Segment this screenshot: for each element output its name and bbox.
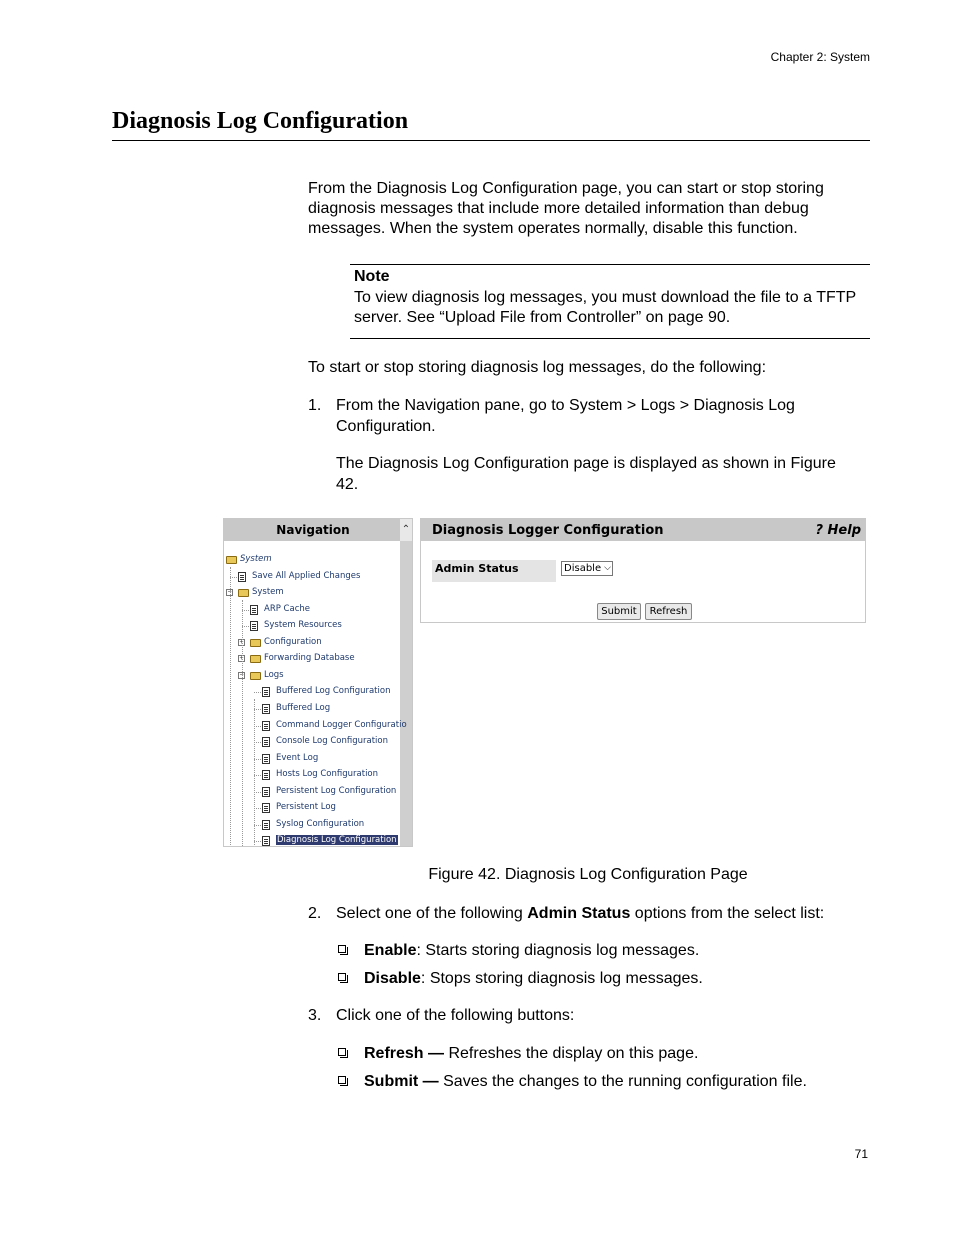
- checkbox-bullet-icon: [338, 973, 346, 981]
- help-link[interactable]: ? Help: [815, 523, 861, 538]
- nav-tree-item[interactable]: Event Log: [276, 752, 319, 763]
- chevron-down-icon: ⌵: [604, 563, 611, 573]
- chapter-header: Chapter 2: System: [770, 50, 870, 64]
- nav-tree-item[interactable]: Forwarding Database: [264, 653, 355, 664]
- nav-tree-item[interactable]: System: [252, 587, 284, 598]
- nav-tree-item[interactable]: Diagnosis Log Configuration: [277, 835, 397, 846]
- tree-connector: [254, 792, 261, 793]
- figure-caption: Figure 42. Diagnosis Log Configuration Page: [428, 866, 748, 883]
- nav-tree-item[interactable]: Configuration: [264, 636, 322, 647]
- document-icon: [262, 787, 270, 797]
- admin-status-value: Disable: [564, 563, 602, 574]
- tree-guide-line: [242, 600, 243, 847]
- document-icon: [262, 820, 270, 830]
- document-icon: [262, 721, 270, 731]
- note-rule-bottom: [350, 338, 870, 339]
- step-subtext: The Diagnosis Log Configuration page is displayed as shown in Figure 42.: [336, 455, 836, 493]
- option-desc: : Stops storing diagnosis log messages.: [420, 970, 703, 987]
- tree-connector: [254, 808, 261, 809]
- nav-tree-item[interactable]: System Resources: [264, 620, 342, 631]
- nav-tree-item[interactable]: Console Log Configuration: [276, 736, 388, 747]
- note-text: To view diagnosis log messages, you must download the file to a TFTP server. See “Upload File from Controller” on page 90.: [354, 289, 856, 326]
- intro-paragraph: From the Diagnosis Log Configuration page, you can start or stop storing diagnosis messages that include more detailed information than debug messages. When the system operates normally, disable this function.: [308, 180, 824, 237]
- folder-icon: [250, 639, 261, 647]
- button-term: Refresh —: [364, 1045, 445, 1062]
- nav-tree-item[interactable]: ARP Cache: [264, 603, 310, 614]
- document-icon: [262, 836, 270, 846]
- figure-screenshot: [223, 518, 866, 847]
- step-text: From the Navigation pane, go to System > Logs > Diagnosis Log Configuration.: [336, 397, 795, 435]
- navigation-pane: [223, 518, 413, 847]
- step-text: Click one of the following buttons:: [336, 1007, 575, 1024]
- section-title: Diagnosis Log Configuration: [112, 108, 409, 134]
- step-text-pre: Select one of the following: [336, 905, 528, 922]
- tree-connector: [230, 577, 237, 578]
- document-icon: [262, 704, 270, 714]
- collapse-icon[interactable]: −: [239, 671, 244, 679]
- option-term: Enable: [364, 942, 417, 959]
- nav-scrollbar[interactable]: [400, 519, 412, 847]
- document-icon: [250, 621, 258, 631]
- tree-connector: [254, 742, 261, 743]
- tree-connector: [254, 825, 261, 826]
- scroll-up-icon[interactable]: ⌃: [400, 519, 412, 541]
- nav-tree-item[interactable]: Persistent Log Configuration: [276, 785, 397, 796]
- tree-guide-line: [254, 699, 255, 847]
- nav-tree-item[interactable]: Buffered Log Configuration: [276, 686, 391, 697]
- expand-icon[interactable]: +: [239, 655, 244, 663]
- step-text-bold: Admin Status: [527, 905, 631, 922]
- refresh-button[interactable]: Refresh: [645, 603, 692, 620]
- nav-tree-item[interactable]: Logs: [264, 669, 284, 680]
- button-desc: Saves the changes to the running configuration file.: [438, 1073, 807, 1090]
- tree-connector: [254, 775, 261, 776]
- button-item: [364, 1071, 807, 1092]
- panel-header: [421, 519, 865, 541]
- document-icon: [262, 754, 270, 764]
- nav-tree-item[interactable]: Hosts Log Configuration: [276, 769, 379, 780]
- folder-icon: [250, 672, 261, 680]
- tree-connector: [242, 610, 249, 611]
- tree-connector: [254, 709, 261, 710]
- step-number: 3.: [308, 1007, 322, 1024]
- collapse-icon[interactable]: −: [227, 589, 232, 597]
- option-item: [364, 940, 699, 961]
- checkbox-bullet-icon: [338, 1048, 346, 1056]
- nav-tree-item[interactable]: Syslog Configuration: [276, 818, 365, 829]
- option-item: [364, 968, 703, 989]
- submit-button[interactable]: Submit: [597, 603, 641, 620]
- navigation-heading: Navigation: [224, 519, 402, 541]
- tree-connector: [242, 626, 249, 627]
- step-text: [336, 903, 876, 924]
- panel-title: Diagnosis Logger Configuration: [432, 523, 664, 538]
- nav-tree-item[interactable]: Persistent Log: [276, 802, 336, 813]
- tree-connector: [254, 841, 261, 842]
- title-rule: [112, 140, 870, 141]
- document-icon: [262, 737, 270, 747]
- folder-icon: [238, 589, 249, 597]
- document-icon: [250, 605, 258, 615]
- note-heading: Note: [354, 268, 390, 285]
- document-icon: [262, 687, 270, 697]
- nav-tree-item[interactable]: System: [240, 554, 272, 564]
- step-text-post: options from the select list:: [630, 905, 825, 922]
- document-icon: [238, 572, 246, 582]
- page-number: 71: [854, 1147, 868, 1161]
- config-panel: [420, 518, 866, 623]
- admin-status-select[interactable]: [561, 561, 613, 576]
- admin-status-label: Admin Status: [432, 560, 556, 582]
- checkbox-bullet-icon: [338, 945, 346, 953]
- nav-tree-item[interactable]: Save All Applied Changes: [252, 570, 361, 581]
- folder-icon: [226, 556, 237, 564]
- tree-connector: [254, 759, 261, 760]
- expand-icon[interactable]: +: [239, 638, 244, 646]
- document-icon: [262, 803, 270, 813]
- note-rule-top: [350, 264, 870, 265]
- folder-icon: [250, 655, 261, 663]
- step-number: 2.: [308, 905, 322, 922]
- option-desc: : Starts storing diagnosis log messages.: [416, 942, 700, 959]
- tree-connector: [254, 726, 261, 727]
- document-icon: [262, 770, 270, 780]
- lead-paragraph: To start or stop storing diagnosis log messages, do the following:: [308, 359, 767, 376]
- tree-connector: [254, 692, 261, 693]
- button-desc: Refreshes the display on this page.: [444, 1045, 699, 1062]
- step-number: 1.: [308, 397, 322, 414]
- tree-guide-line: [230, 567, 231, 847]
- checkbox-bullet-icon: [338, 1076, 346, 1084]
- nav-tree-item[interactable]: Buffered Log: [276, 702, 331, 713]
- option-term: Disable: [364, 970, 421, 987]
- button-term: Submit —: [364, 1073, 439, 1090]
- nav-tree-item[interactable]: Command Logger Configuratio: [276, 719, 407, 730]
- button-item: [364, 1043, 698, 1064]
